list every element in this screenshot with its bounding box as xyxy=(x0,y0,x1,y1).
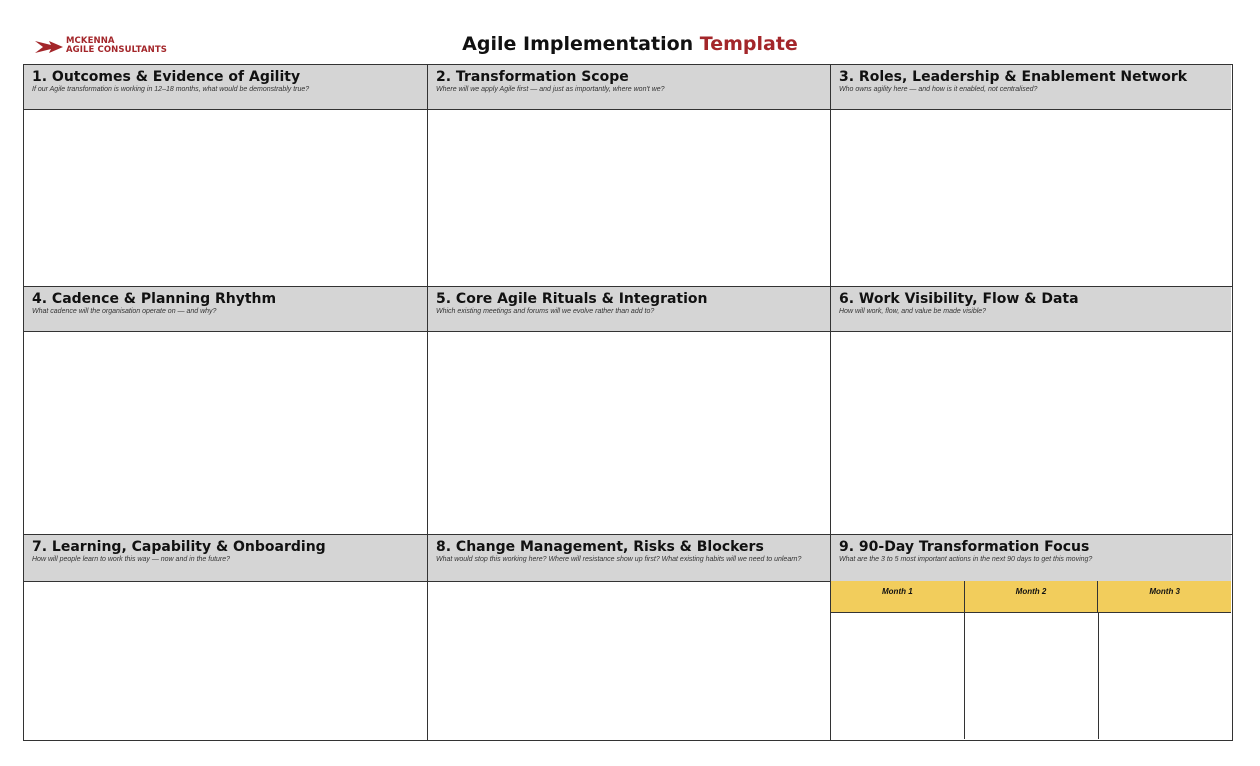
section-subtitle: Who owns agility here — and how is it enabled, not centralised? xyxy=(839,86,1038,93)
section-header xyxy=(24,535,427,582)
section-subtitle: How will work, flow, and value be made visible? xyxy=(839,308,987,315)
section-header xyxy=(831,287,1231,332)
title-accent: Template xyxy=(699,33,798,55)
section-title: 8. Change Management, Risks & Blockers xyxy=(436,539,764,555)
section-change-management[interactable] xyxy=(428,535,830,739)
section-title: 6. Work Visibility, Flow & Data xyxy=(839,291,1079,307)
section-title: 9. 90-Day Transformation Focus xyxy=(839,539,1090,555)
logo-line-2: AGILE CONSULTANTS xyxy=(66,45,167,55)
section-title: 2. Transformation Scope xyxy=(436,69,629,85)
month-3-header: Month 3 xyxy=(1149,587,1181,596)
month-3-area[interactable] xyxy=(1099,614,1231,739)
section-subtitle: Where will we apply Agile first — and just as importantly, where won't we? xyxy=(436,86,665,93)
month-1-header: Month 1 xyxy=(831,581,965,612)
section-scope[interactable] xyxy=(428,65,830,286)
canvas-grid xyxy=(23,64,1233,741)
section-subtitle: How will people learn to work this way — now and in the future? xyxy=(32,556,231,563)
section-visibility[interactable] xyxy=(831,287,1231,534)
section-90-day-focus xyxy=(831,535,1231,739)
section-cadence[interactable] xyxy=(24,287,427,534)
page-title xyxy=(0,33,1260,55)
section-title: 5. Core Agile Rituals & Integration xyxy=(436,291,708,307)
section-title: 4. Cadence & Planning Rhythm xyxy=(32,291,277,307)
section-subtitle: What are the 3 to 5 most important actions in the next 90 days to get this moving? xyxy=(839,556,1093,563)
section-header xyxy=(24,287,427,332)
section-header xyxy=(831,535,1231,582)
section-subtitle: What cadence will the organisation operate on — and why? xyxy=(32,308,217,315)
section-title: 3. Roles, Leadership & Enablement Network xyxy=(839,69,1188,85)
section-header xyxy=(428,287,830,332)
section-learning[interactable] xyxy=(24,535,427,739)
month-2-header: Month 2 xyxy=(965,581,1099,612)
section-header xyxy=(428,65,830,110)
section-outcomes[interactable] xyxy=(24,65,427,286)
section-header xyxy=(428,535,830,582)
section-header xyxy=(24,65,427,110)
title-main: Agile Implementation xyxy=(462,33,694,55)
month-1-area[interactable] xyxy=(831,614,964,739)
section-title: 7. Learning, Capability & Onboarding xyxy=(32,539,326,555)
month-header-row xyxy=(831,581,1231,613)
section-subtitle: Which existing meetings and forums will we evolve rather than add to? xyxy=(436,308,655,315)
section-roles[interactable] xyxy=(831,65,1231,286)
month-2-area[interactable] xyxy=(965,614,1098,739)
logo-line-1: MCKENNA xyxy=(66,36,115,46)
section-subtitle: What would stop this working here? Where will resistance show up first? What existing habits will we need to unlearn? xyxy=(436,556,802,563)
section-subtitle: If our Agile transformation is working in 12–18 months, what would be demonstrably true? xyxy=(32,86,310,93)
section-title: 1. Outcomes & Evidence of Agility xyxy=(32,69,301,85)
section-rituals[interactable] xyxy=(428,287,830,534)
section-header xyxy=(831,65,1231,110)
